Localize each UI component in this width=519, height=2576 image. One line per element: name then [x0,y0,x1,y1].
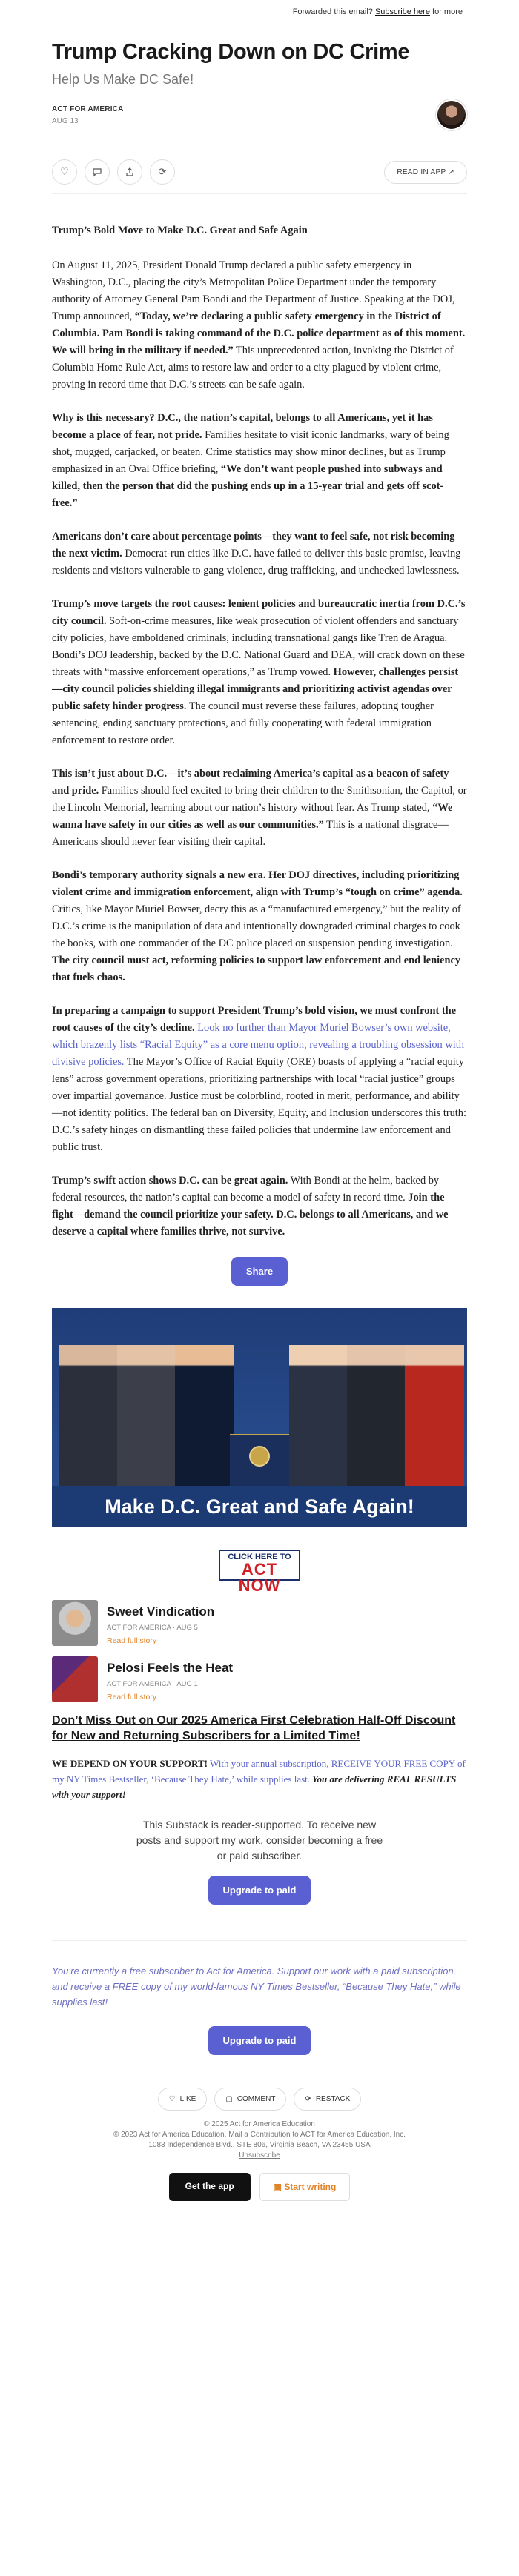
footer-actions [52,2088,467,2111]
related-title[interactable]: Pelosi Feels the Heat [107,1661,234,1675]
get-the-app-button[interactable]: Get the app [169,2173,251,2201]
person-figure [117,1345,176,1486]
post-actions [52,150,467,194]
reader-supported-note: This Substack is reader-supported. To receive new posts and support my work, consider becoming a free or paid subscriber. [136,1819,383,1862]
related-posts [52,1600,467,1702]
paragraph: This isn’t just about D.C.—it’s about reclaiming America’s capital as a beacon of safety and pride. Families should feel excited to bring their children to the Smithsonian, the Capitol, or the Lincoln Memorial, learning about our nation’s history without fear. As Trump stated, “We wanna have safety in our cities as well as our communities.” This is a national disgrace—Americans should never fear visiting their capital. [52,768,467,848]
promo-body: WE DEPEND ON YOUR SUPPORT! With your annual subscription, RECEIVE YOUR FREE COPY of my NY Times Bestseller, ‘Because They Hate,’ while supplies last. You are delivering REAL RESULTS with your support! [52,1758,466,1800]
hero-banner-text: Make D.C. Great and Safe Again! [52,1486,467,1527]
upgrade-to-paid-button[interactable]: Upgrade to paid [208,2026,311,2055]
forward-suffix: for more [432,7,463,16]
share-icon[interactable] [117,159,142,185]
act-now-button[interactable]: CLICK HERE TO ACT NOW [219,1550,300,1581]
podium [230,1434,289,1486]
post-thumbnail [52,1600,98,1646]
person-figure [347,1345,406,1486]
start-writing-button[interactable]: ▣ Start writing [260,2173,351,2201]
hero-image[interactable] [52,1308,467,1527]
presidential-seal-icon [249,1446,270,1467]
forward-text: Forwarded this email? [292,7,373,16]
restack-button[interactable]: ⟳ RESTACK [294,2088,361,2111]
post-date: AUG 13 [52,116,79,125]
comment-button[interactable]: ▢ COMMENT [214,2088,286,2111]
comment-icon: ▢ [225,2095,233,2103]
read-full-story-link[interactable]: Read full story [107,1636,157,1645]
person-figure [175,1345,234,1486]
post-title[interactable]: Trump Cracking Down on DC Crime [52,40,410,64]
article-heading: Trump’s Bold Move to Make D.C. Great and Safe Again [52,225,308,236]
paragraph: On August 11, 2025, President Donald Trump declared a public safety emergency in Washington, D.C., placing the city’s Metropolitan Police Department under the temporary authority of Attorney General Pam Bondi and the Department of Justice. Speaking at the DOJ, Trump announced, “Today, we’re declaring a public safety emergency in the District of Columbia. Pam Bondi is taking command of the D.C. police department as of this moment. We will bring in the military if needed.” This unprecedented action, invoking the District of Columbia Home Rule Act, aims to restore law and order to a city plagued by violent crime, proving in record time that D.C.’s streets can be safe again. [52,259,466,391]
upgrade-to-paid-button[interactable]: Upgrade to paid [208,1876,311,1905]
racial-equity-link[interactable]: Look no further than Mayor Muriel Bowser’s own website, which brazenly lists “Racial Equity” as a core menu option, revealing a troubling obsession with divisive policies. [52,1022,464,1068]
related-meta: ACT FOR AMERICA · AUG 1 [107,1680,198,1688]
restack-icon: ⟳ [305,2095,311,2103]
author-avatar[interactable] [436,99,467,130]
post-subtitle: Help Us Make DC Safe! [52,72,194,87]
forward-bar [0,0,519,22]
article-body [52,222,467,1241]
paragraph: Trump’s swift action shows D.C. can be great again. With Bondi at the helm, backed by federal resources, the nation’s capital can become a model of safety in record time. Join the fight—demand the council prioritize your safety. D.C. belongs to all Americans, and we deserve a capital where families thrive, not survive. [52,1175,449,1238]
subscription-link[interactable]: With your annual subscription, RECEIVE YOUR FREE COPY of my NY Times Bestseller, ‘Because They Hate,’ while supplies last. [52,1758,466,1785]
divider [52,1940,467,1941]
read-in-app-button[interactable]: READ IN APP ↗ [384,161,467,184]
paragraph: Trump’s move targets the root causes: lenient policies and bureaucratic inertia from D.C.’s city council. Soft-on-crime measures, like weak prosecution of violent offenders and sanctuary city policies, have emboldened criminals, including transnational gangs like Tren de Aragua. Bondi’s DOJ leadership, backed by the D.C. National Guard and DEA, will crack down on these threats with “massive enforcement operations,” as Trump vowed. However, challenges persist—city council policies shielding illegal immigrants and prioritizing activist agendas over public safety hinder progress. The council must reverse these failures, adopting tougher sentencing, ending sanctuary protections, and fully cooperating with federal immigration enforcement to restore order. [52,598,466,746]
post-thumbnail [52,1656,98,1702]
subscribe-link[interactable]: Subscribe here [374,7,430,16]
heart-icon: ♡ [168,2095,176,2103]
paragraph: Americans don’t care about percentage points—they want to feel safe, not risk becoming the next victim. Democrat-run cities like D.C. have failed to deliver this basic promise, leaving residents and visitors vulnerable to gang violence, drug trafficking, and unchecked lawlessness. [52,531,461,577]
promo-title-link[interactable]: Don’t Miss Out on Our 2025 America First Celebration Half-Off Discount for New and Returning Subscribers for a Limited Time! [52,1714,456,1742]
paragraph: Why is this necessary? D.C., the nation’s capital, belongs to all Americans, yet it has become a place of fear, not pride. Families hesitate to visit iconic landmarks, wary of being shot, mugged, carjacked, or beaten. Crime statistics may show minor declines, but as Trump emphasized in an Oval Office briefing, “We don’t want people pushed into subways and killed, then the person that did the pushing ends up in a 15-year trial and gets off scot-free.” [52,412,449,509]
restack-icon[interactable]: ⟳ [150,159,175,185]
related-title[interactable]: Sweet Vindication [107,1604,215,1619]
free-subscriber-note[interactable]: You’re currently a free subscriber to Act for America. Support our work with a paid subscription and receive a FREE copy of my world-famous NY Times Bestseller, “Because They Hate,” while supplies last! [52,1965,461,2008]
paragraph: In preparing a campaign to support President Trump’s bold vision, we must confront the root causes of the city’s decline. Look no further than Mayor Muriel Bowser’s own website, which brazenly lists “Racial Equity” as a core menu option, revealing a troubling obsession with divisive policies. The Mayor’s Office of Racial Equity (ORE) boasts of applying a “racial equity lens” across government operations, prioritizing partnerships with local “racial justice” groups over impartial governance. Justice must be colorblind, rooted in merit, performance, and ability—not identity politics. The federal ban on Diversity, Equity, and Inclusion underscores this truth: D.C.’s safety hinges on dismantling these failed policies that undermine law enforcement and public trust. [52,1005,466,1153]
related-meta: ACT FOR AMERICA · AUG 5 [107,1624,198,1632]
person-figure [289,1345,348,1486]
person-figure [59,1345,119,1486]
related-post[interactable] [52,1600,467,1646]
unsubscribe-link[interactable]: Unsubscribe [239,2151,280,2160]
pen-icon: ▣ [273,2182,285,2192]
like-button[interactable]: ♡ LIKE [158,2088,208,2111]
footer-legal: © 2025 Act for America Education © 2023 Act for America Education, Mail a Contribution to ACT for America Education, Inc. 1083 Independence Blvd., STE 806, Virginia Beach, VA 23455 USA Unsubscribe [52,2119,467,2161]
author-name[interactable]: ACT FOR AMERICA [52,104,124,113]
read-full-story-link[interactable]: Read full story [107,1693,157,1702]
share-button[interactable]: Share [231,1257,288,1286]
person-figure [405,1345,464,1486]
paragraph: Bondi’s temporary authority signals a new era. Her DOJ directives, including prioritizing violent crime and immigration enforcement, align with Trump’s “tough on crime” agenda. Critics, like Mayor Muriel Bowser, decry this as a “manufactured emergency,” but the reality of D.C.’s crime is the manipulation of data and intentionally downgraded criminal charges to cook the books, with one commander of the DC police placed on suspension pending investigation. The city council must act, reforming policies to support law enforcement and end leniency that fuels chaos. [52,869,463,983]
like-icon[interactable]: ♡ [52,159,77,185]
related-post[interactable] [52,1656,467,1702]
comment-icon[interactable] [85,159,110,185]
byline [52,99,467,130]
